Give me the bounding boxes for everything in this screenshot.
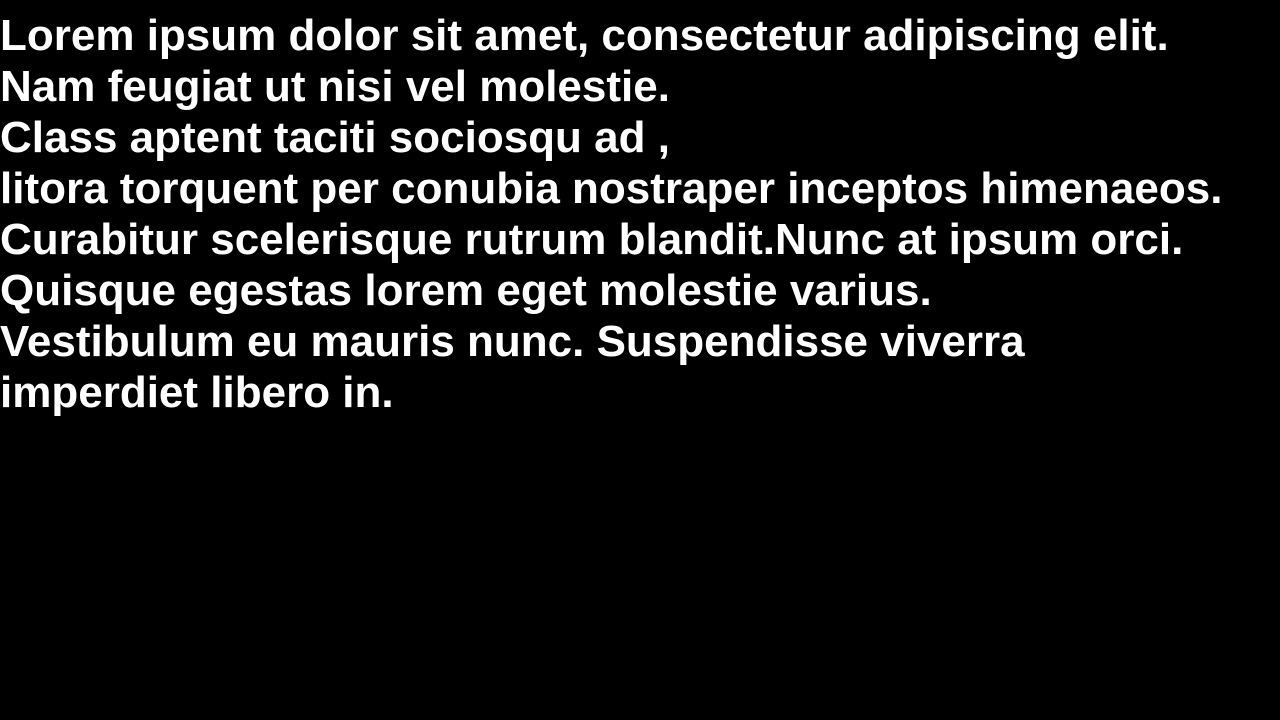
text-line-5: Curabitur scelerisque rutrum blandit.Nunc at ipsum orci. <box>0 215 1184 264</box>
text-line-7: Vestibulum eu mauris nunc. Suspendisse viverra <box>0 317 1025 366</box>
text-line-2: Nam feugiat ut nisi vel molestie. <box>0 62 670 111</box>
text-line-3: Class aptent taciti sociosqu ad , <box>0 113 670 162</box>
text-line-1: Lorem ipsum dolor sit amet, consectetur adipiscing elit. <box>0 11 1169 60</box>
text-line-6: Quisque egestas lorem eget molestie varius. <box>0 266 932 315</box>
text-line-8: imperdiet libero in. <box>0 368 394 417</box>
text-line-4: litora torquent per conubia nostraper inceptos himenaeos. <box>0 164 1223 213</box>
text-block <box>0 10 1222 418</box>
